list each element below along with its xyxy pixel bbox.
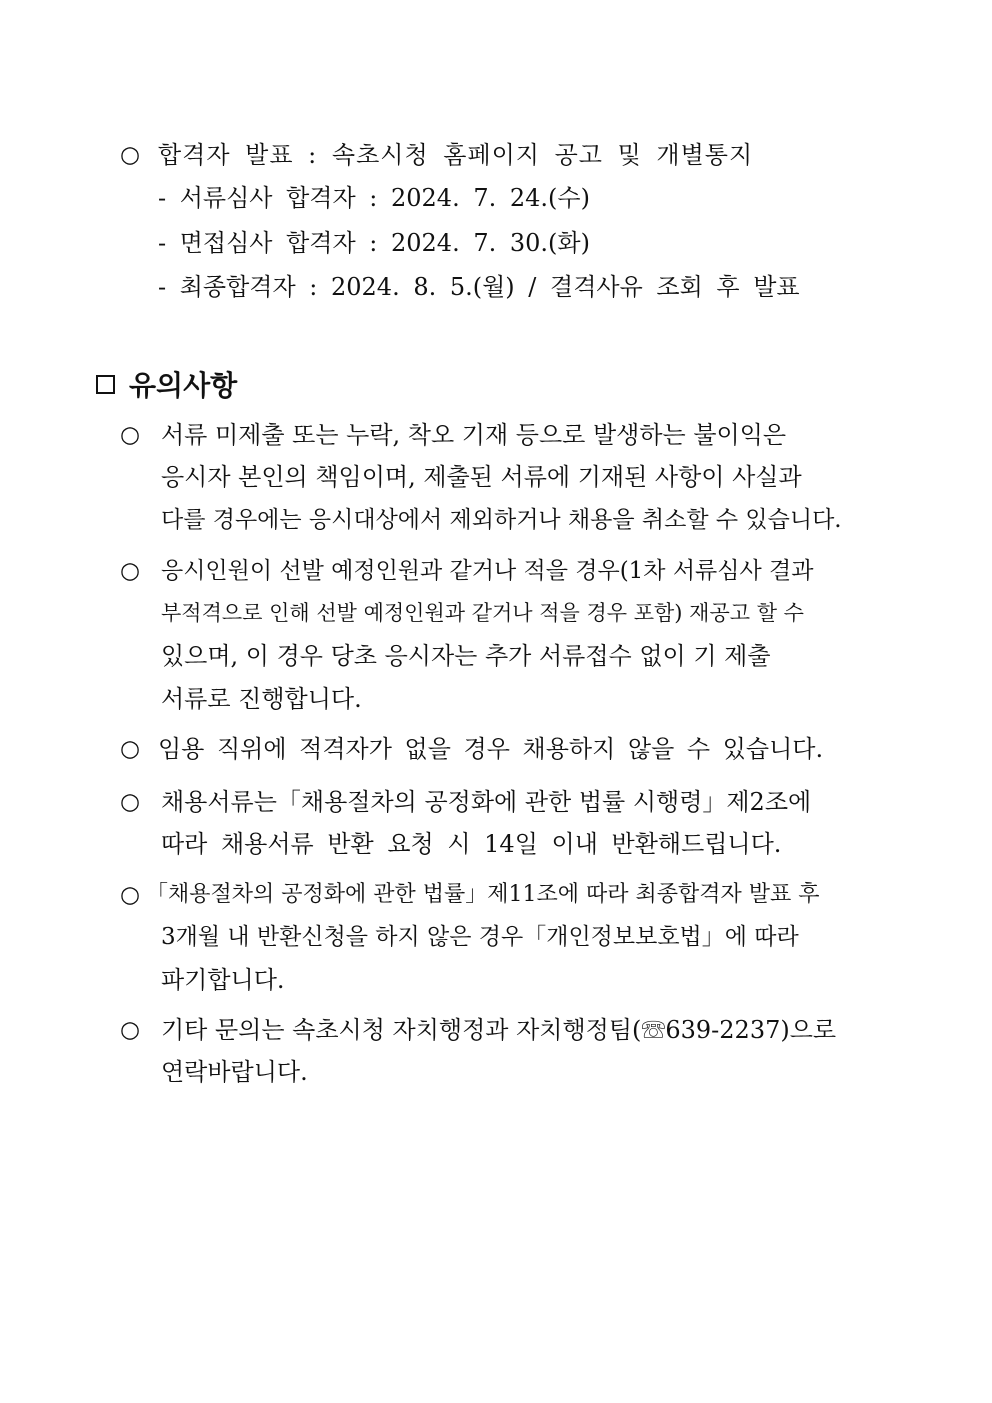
note-2-line-4: 서류로 진행합니다. [161,685,362,713]
bullet-circle: ○ [120,422,141,448]
announcement-item-interview: - 면접심사 합격자 : 2024. 7. 30.(화) [158,229,590,257]
notes-section-heading [96,366,237,402]
checkbox-icon [96,375,115,394]
bullet-circle: ○ [120,882,141,908]
announcement-heading: 합격자 발표 : 속초시청 홈페이지 공고 및 개별통지 [158,141,754,169]
note-1-line-3: 다를 경우에는 응시대상에서 제외하거나 채용을 취소할 수 있습니다. [161,507,842,533]
note-4-line-1: 채용서류는「채용절차의 공정화에 관한 법률 시행령」제2조에 [161,788,812,816]
notes-title: 유의사항 [129,369,238,402]
bullet-circle: ○ [120,558,141,584]
note-5-line-3: 파기합니다. [161,966,285,994]
note-5-line-2: 3개월 내 반환신청을 하지 않은 경우「개인정보보호법」에 따라 [161,924,799,950]
note-4-line-2: 따라 채용서류 반환 요청 시 14일 이내 반환해드립니다. [161,830,782,858]
note-2-line-3: 있으며, 이 경우 당초 응시자는 추가 서류접수 없이 기 제출 [161,642,771,670]
note-6-line-2: 연락바랍니다. [161,1058,308,1086]
note-2-line-1: 응시인원이 선발 예정인원과 같거나 적을 경우(1차 서류심사 결과 [161,558,814,584]
note-1-line-2: 응시자 본인의 책임이며, 제출된 서류에 기재된 사항이 사실과 [161,463,802,491]
note-2-line-2: 부적격으로 인해 선발 예정인원과 같거나 적을 경우 포함) 재공고 할 수 [161,601,804,625]
announcement-item-final: - 최종합격자 : 2024. 8. 5.(월) / 결격사유 조회 후 발표 [158,273,800,301]
bullet-circle: ○ [120,789,141,815]
bullet-circle: ○ [120,736,141,762]
bullet-circle: ○ [120,1017,141,1043]
note-1-line-1: 서류 미제출 또는 누락, 착오 기재 등으로 발생하는 불이익은 [161,421,787,449]
announcement-item-document: - 서류심사 합격자 : 2024. 7. 24.(수) [158,184,590,212]
note-6-line-1: 기타 문의는 속초시청 자치행정과 자치행정팀(☏639-2237)으로 [161,1016,837,1044]
note-3-line-1: 임용 직위에 적격자가 없을 경우 채용하지 않을 수 있습니다. [158,735,824,763]
note-5-line-1: 「채용절차의 공정화에 관한 법률」제11조에 따라 최종합격자 발표 후 [146,882,820,907]
bullet-circle: ○ [120,142,141,168]
